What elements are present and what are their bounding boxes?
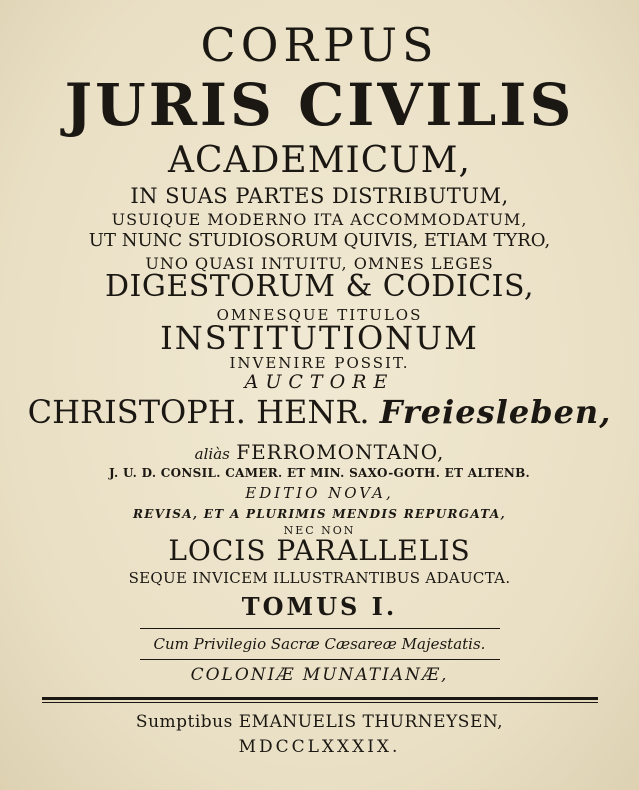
locis-parallelis: LOCIS PARALLELIS (168, 534, 471, 567)
revisa-line: REVISA, ET A PLURIMIS MENDIS REPURGATA, (133, 507, 506, 521)
subtitle-invenire: INVENIRE POSSIT. (229, 354, 410, 372)
alias-prefix: aliàs (194, 445, 230, 463)
subtitle-line-4: UNO QUASI INTUITU, OMNES LEGES (145, 254, 494, 273)
subtitle-omnesque: OMNESQUE TITULOS (216, 306, 423, 324)
nec-non: NEC NON (283, 524, 356, 537)
title-academicum: ACADEMICUM, (168, 140, 471, 181)
title-institutionum: INSTITUTIONUM (160, 319, 479, 357)
auctore-label: AUCTORE (244, 371, 395, 393)
privilegio-line: Cum Privilegio Sacræ Cæsareæ Majestatis. (153, 635, 486, 653)
title-digestorum: DIGESTORUM & CODICIS, (104, 269, 535, 304)
author-surname: Freiesleben, (379, 393, 612, 431)
alias-name: FERROMONTANO, (236, 440, 445, 464)
year-line: MDCCLXXXIX. (238, 737, 401, 757)
place-line: COLONIÆ MUNATIANÆ, (190, 665, 449, 685)
author-name (0, 393, 639, 431)
alias-line (0, 442, 639, 462)
thin-rule (42, 702, 598, 703)
subtitle-line-1: IN SUAS PARTES DISTRIBUTUM, (130, 184, 509, 208)
title-corpus: CORPUS (200, 18, 439, 72)
editio-nova: EDITIO NOVA, (245, 484, 394, 502)
tomus-label: TOMUS I. (241, 592, 398, 621)
sumptibus-line: Sumptibus EMANUELIS THURNEYSEN, (135, 712, 504, 732)
author-forenames: CHRISTOPH. HENR. (27, 393, 370, 431)
author-credentials: J. U. D. CONSIL. CAMER. ET MIN. SAXO-GOTH. ET ALTENB. (108, 466, 531, 480)
thick-rule (42, 697, 598, 700)
subtitle-line-3: UT NUNC STUDIOSORUM QUIVIS, ETIAM TYRO, (88, 230, 551, 251)
top-rule-privilegio (140, 628, 500, 629)
seque-line: SEQUE INVICEM ILLUSTRANTIBUS ADAUCTA. (128, 569, 511, 587)
subtitle-line-2: USUIQUE MODERNO ITA ACCOMMODATUM, (111, 210, 528, 229)
title-juris-civilis: JURIS CIVILIS (64, 71, 575, 139)
bottom-rule-privilegio (140, 659, 500, 660)
